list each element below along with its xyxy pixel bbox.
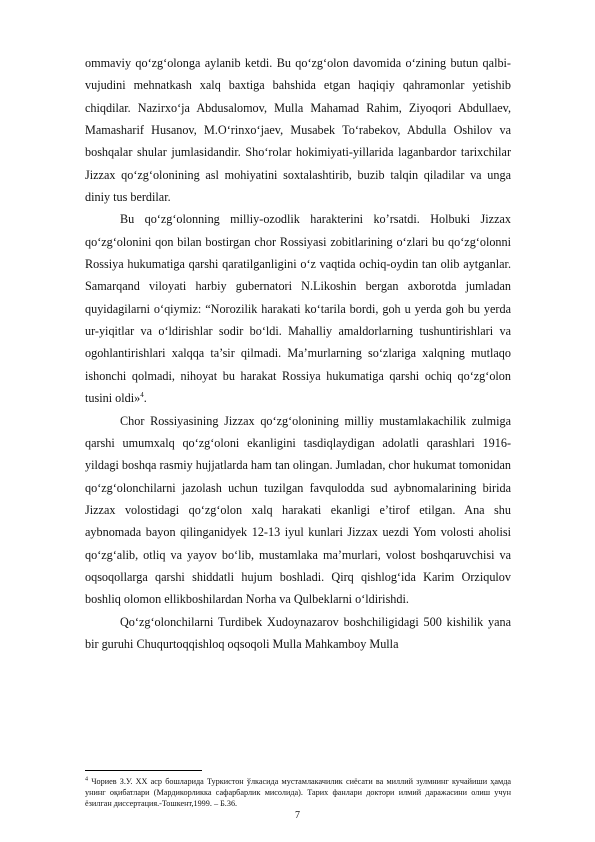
paragraph: Chor Rossiyasining Jizzax qo‘zg‘olonining milliy mustamlakachilik zulmiga qarshi umumxalq qo‘zg‘oloni ekanligini tasdiqlaydigan adolatli qarashlari 1916-yildagi boshqa rasmiy hujjatlarda ham tan olingan. Jumladan, chor hukumat tomonidan qo‘zg‘olonchilarni jazolash uchun tuzilgan favqulodda sud aybnomalarining birida Jizzax volostidagi qo‘zg‘olon xalq harakati ekanligi e’tirof etilgan. Ana shu aybnomada bayon qilinganidyek 12-13 iyul kunlari Jizzax uezdi Yom volosti aholisi qo‘zg‘alib, otliq va yayov bo‘lib, mustamlaka ma’murlari, volost boshqaruvchisi va oqsoqollarga qarshi shiddatli hujum boshladi. Qirq qishlog‘ida Karim Orziqulov boshliq olomon ellikboshilardan Norha va Qulbeklarni o‘ldirishdi. xyxy=(85,413,511,607)
paragraph: ommaviy qo‘zg‘olonga aylanib ketdi. Bu qo‘zg‘olon davomida o‘zining butun qalbi-vujudini mehnatkash xalq baxtiga bahshida etgan haqiqiy qahramonlar yetishib chiqdilar. Nazirxo‘ja Abdusalomov, Mulla Mahamad Rahim, Ziyoqori Abdullaev, Mamasharif Husanov, M.O‘rinxo‘jaev, Musabek To‘rabekov, Abdulla Oshilov va boshqalar shular jumlasidandir. Sho‘rolar hokimiyati-yillarida laganbardor tarixchilar Jizzax qo‘zg‘olonining asl mohiyatini soxtalashtirib, buzib talqin qiladilar va unga diniy tus berdilar. xyxy=(85,56,511,205)
paragraph-text: Bu qo‘zg‘olonning milliy-ozodlik harakterini ko’rsatdi. Holbuki Jizzax qo‘zg‘olonini qon bilan bostirgan chor Rossiyasi zobitlarining o‘zlari bu qo‘zg‘olonni Rossiya hukumatiga qarshi qaratilganligini o‘z vaqtida ochiq-oydin tan olib aytganlar. Samarqand viloyati harbiy gubernatori N.Likoshin bergan axborotda jumladan quyidagilarni o‘qiymiz: “Norozilik harakati ko‘tarila bordi, goh u yerda goh bu yerda ur-yiqitlar va o‘ldirishlar sodir bo‘ldi. Mahalliy amaldorlarning tushuntirishlari va ogohlantirishlari xalqqa ta’sir qilmadi. Ma’murlarning so‘zlariga xalqning mutlaqo ishonchi qolmadi, nihoyat bu harakat Rossiya hukumatiga qarshi ochiq qo‘zg‘olon tusini oldi» xyxy=(85,212,511,406)
paragraph: Qo‘zg‘olonchilarni Turdibek Xudoynazarov boshchiligidagi 500 kishilik yana bir guruhi Chuqurtoqqishloq oqsoqoli Mulla Mahkamboy Mulla xyxy=(85,614,511,651)
footnote-ref[interactable]: 4 xyxy=(140,391,144,400)
footnote-number: 4 xyxy=(85,776,88,783)
footnote xyxy=(85,776,511,809)
footnote-ref-suffix: . xyxy=(143,391,147,406)
body-text xyxy=(85,52,511,655)
footnote-separator xyxy=(85,770,202,771)
footnote-text: Чориев З.У. XX аср бошларида Туркистон ўлкасида мустамлакачилик сиёсати ва миллий зулмнинг кучайиши ҳамда унинг оқибатлари (Мардикорликка сафарбарлик мисолида). Тарих фанлари доктори илмий даражасини олиш учун ёзилган диссертация.-Тошкент,1999. – Б.36. xyxy=(85,777,512,808)
paragraph xyxy=(85,208,511,409)
page-number: 7 xyxy=(295,810,300,821)
